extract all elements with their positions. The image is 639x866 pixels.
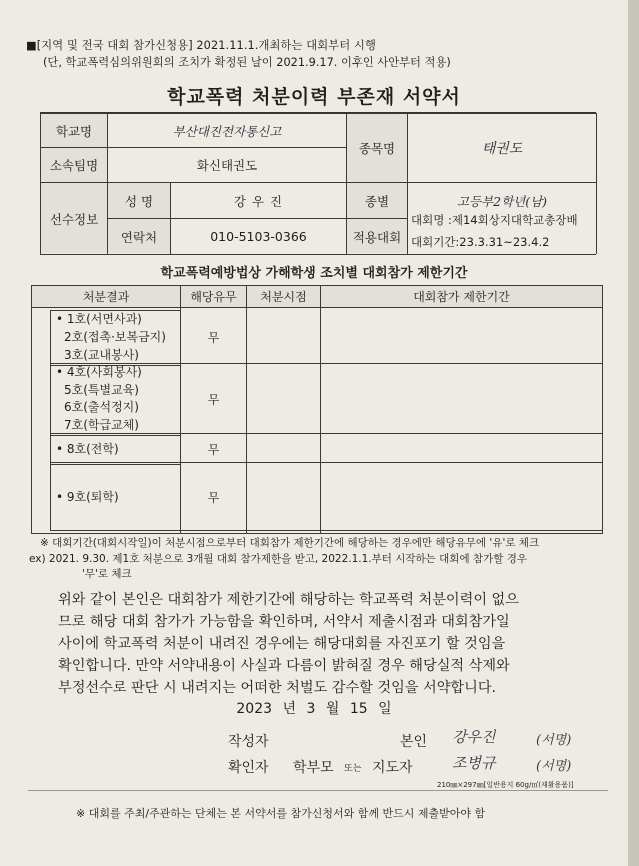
parent-label: 학부모	[293, 760, 334, 776]
applicable-value: 무	[207, 442, 220, 457]
confirmer-label: 확인자	[228, 760, 269, 776]
disposition-item: 5호(특별교육)	[64, 382, 139, 397]
header-line-1: ■[지역 및 전국 대회 참가신청용] 2021.11.1.개최하는 대회부터 시행	[26, 39, 376, 52]
header-line-2: (단, 학교폭력심의위원회의 조치가 확정된 날이 2021.9.17. 이후인 사안부터 적용)	[43, 56, 451, 69]
footer-note: ※ 대회를 주최/주관하는 단체는 본 서약서를 참가신청서와 함께 반드시 제출받아야 함	[76, 807, 486, 820]
name-value: 강 우 진	[233, 193, 284, 209]
self-label: 본인	[400, 734, 428, 750]
coach-label: 지도자	[372, 760, 413, 776]
disposition-item: 2호(접촉·보복금지)	[64, 330, 166, 344]
restriction-row	[56, 364, 142, 434]
date-day: 15	[349, 701, 368, 717]
header-applicable: 해당유무	[190, 290, 237, 304]
school-label: 학교명	[55, 123, 93, 139]
applicable-value: 무	[207, 393, 220, 407]
name-label: 성 명	[124, 193, 154, 209]
header-time: 처분시점	[260, 290, 307, 304]
note-line-1: ※ 대회기간(대회시작일)이 처분시점으로부터 대회참가 제한기간에 해당하는 경우에만 해당유무에 '유'로 체크	[40, 537, 540, 549]
date-month-unit: 월	[325, 701, 340, 717]
author-label: 작성자	[228, 734, 269, 750]
pledge-date	[0, 698, 628, 718]
sport-value: 태권도	[481, 141, 523, 157]
or-label: 또는	[344, 764, 362, 774]
note-line-2: ex) 2021. 9.30. 제1호 처분으로 3개월 대회 참가제한을 받고, 2022.1.1.부터 시작하는 대회에 참가할 경우	[29, 553, 527, 565]
category-value: 고등부2학년(남)	[456, 193, 548, 209]
pledge-line: 위와 같이 본인은 대회참가 제한기간에 해당하는 학교폭력 처분이력이 없으	[58, 592, 519, 608]
pledge-line: 확인합니다. 만약 서약내용이 사실과 다름이 밝혀질 경우 해당실적 삭제와	[58, 658, 510, 674]
paper-spec: 210㎜×297㎜[일반용지 60g/㎡(재활용품)]	[437, 781, 574, 789]
disposition-item: • 8호(전학)	[56, 442, 119, 456]
pledge-line: 므로 해당 대회 참가가 가능함을 확인하며, 서약서 제출시점과 대회참가일	[58, 614, 510, 630]
category-label: 종별	[364, 193, 390, 209]
disposition-item: 7호(학급교체)	[64, 417, 139, 432]
contact-value: 010-5103-0366	[210, 229, 307, 244]
disposition-item: • 9호(퇴학)	[56, 490, 119, 504]
disposition-item: • 1호(서면사과)	[56, 312, 142, 326]
self-seal: (서명)	[536, 733, 572, 748]
footer-divider	[28, 790, 608, 791]
coach-seal: (서명)	[536, 759, 572, 774]
sport-label: 종목명	[358, 141, 396, 156]
page-edge	[628, 0, 639, 866]
pledge-line: 부정선수로 판단 시 내려지는 어떠한 처벌도 감수할 것임을 서약합니다.	[58, 680, 497, 696]
applicable-value: 무	[207, 491, 220, 505]
competition-period: 대회기간:23.3.31~23.4.2	[411, 235, 550, 249]
date-month: 3	[306, 701, 316, 717]
note-line-3: '무'로 체크	[82, 568, 132, 580]
pledge-line: 사이에 학교폭력 처분이 내려진 경우에는 해당대회를 자진포기 할 것임을	[58, 636, 506, 652]
team-label: 소속팀명	[49, 158, 99, 173]
team-value: 화신태권도	[196, 158, 258, 173]
header-restriction-period: 대회참가 제한기간	[413, 290, 510, 304]
header-result: 처분결과	[82, 290, 130, 304]
applicable-value: 무	[207, 330, 220, 345]
restriction-row	[56, 488, 119, 506]
coach-signature: 조병규	[452, 754, 496, 772]
disposition-item: 3호(교내봉사)	[64, 348, 139, 362]
date-day-unit: 일	[378, 701, 392, 717]
competition-name: 대회명 :제14회상지대학교총장배	[411, 213, 578, 227]
contact-label: 연락처	[120, 229, 158, 245]
date-year-unit: 년	[282, 701, 296, 717]
school-value: 부산대진전자통신고	[172, 123, 282, 139]
restriction-title: 학교폭력예방법상 가해학생 조치별 대회참가 제한기간	[160, 266, 468, 281]
disposition-item: 6호(출석정지)	[64, 400, 139, 414]
restriction-row	[56, 440, 119, 458]
disposition-item: • 4호(사회봉사)	[56, 365, 142, 379]
restriction-row	[56, 310, 166, 364]
self-signature: 강우진	[452, 728, 496, 746]
date-year: 2023	[236, 701, 273, 717]
pledge-paragraph	[58, 589, 568, 699]
document-title: 학교폭력 처분이력 부존재 서약서	[167, 86, 461, 108]
athlete-info-label: 선수정보	[49, 211, 99, 227]
competition-label: 적용대회	[352, 229, 402, 245]
